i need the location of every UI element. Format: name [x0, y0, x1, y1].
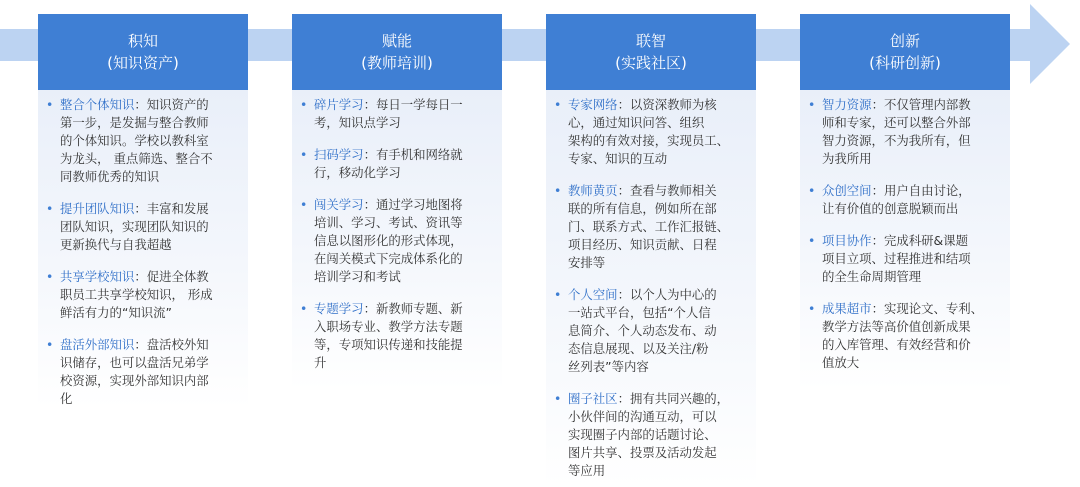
- item-line: 图片共享、投票及活动发起: [568, 445, 717, 460]
- item-line: 鲜活有力的“知识流”: [60, 305, 172, 320]
- item-line: 更新换代与自我超越: [60, 237, 172, 252]
- item-line: 考，知识点学习: [314, 115, 401, 130]
- stage-panel-wisdom: [546, 90, 756, 486]
- list-item: [314, 146, 490, 182]
- stage-header-knowledge: [38, 14, 248, 90]
- item-sep: ：: [134, 97, 147, 112]
- list-item: [822, 96, 998, 168]
- stage-subtitle: (实践社区): [615, 54, 687, 72]
- item-title: 闯关学习: [314, 197, 364, 212]
- item-line: 安排等: [568, 255, 606, 270]
- item-line: 促进全体教: [146, 269, 209, 284]
- stage-panel-empower: [292, 90, 502, 390]
- item-line: 校资源，实现外部知识内部: [60, 373, 209, 388]
- item-sep: ：: [871, 301, 884, 316]
- item-sep: ：: [363, 197, 376, 212]
- item-line: 态信息展现、以及关注/粉: [568, 341, 709, 356]
- item-sep: ：: [134, 269, 147, 284]
- stage-subtitle: (教师培训): [361, 54, 433, 72]
- item-line: 行，移动化学习: [314, 165, 401, 180]
- item-line: 通过学习地图将: [375, 197, 463, 212]
- stage-title: 赋能: [381, 32, 412, 50]
- item-title: 教师黄页: [568, 183, 618, 198]
- item-sep: ：: [363, 97, 376, 112]
- item-line: 项目立项、过程推进和结项: [822, 251, 971, 266]
- list-item: [568, 286, 744, 376]
- item-line: 为龙头， 重点筛选、整合不: [60, 151, 213, 166]
- item-line: 的入库管理、有效经营和价: [822, 337, 971, 352]
- stage-header-empower: [292, 14, 502, 90]
- item-line: 等应用: [568, 463, 606, 478]
- item-line: 查看与教师相关: [629, 183, 717, 198]
- item-line: 每日一学每日一: [375, 97, 463, 112]
- stage-header-innovation: [800, 14, 1010, 90]
- item-line: 等，专项知识传递和技能提: [314, 337, 463, 352]
- item-line: 项目经历、知识贡献、日程: [568, 237, 717, 252]
- item-line: 门、联系方式、工作汇报链、: [568, 219, 730, 234]
- item-line: 教学方法等高价值创新成果: [822, 319, 971, 334]
- item-sep: ：: [617, 97, 630, 112]
- item-line: 的全生命周期管理: [822, 269, 922, 284]
- item-line: 以个人为中心的: [629, 287, 717, 302]
- list-item: [60, 336, 236, 408]
- item-title: 共享学校知识: [60, 269, 135, 284]
- item-sep: ：: [871, 233, 884, 248]
- item-title: 圈子社区: [568, 391, 618, 406]
- item-line: 值放大: [822, 355, 860, 370]
- item-line: 完成科研&课题: [883, 233, 968, 248]
- item-line: 的个体知识。学校以教科室: [60, 133, 209, 148]
- item-line: 小伙伴间的沟通互动，可以: [568, 409, 717, 424]
- item-line: 专家、知识的互动: [568, 151, 668, 166]
- item-sep: ：: [617, 287, 630, 302]
- item-line: 同教师优秀的知识: [60, 169, 160, 184]
- item-line: 第一步，是发掘与整合教师: [60, 115, 209, 130]
- list-item: [568, 390, 744, 480]
- item-line: 新教师专题、新: [375, 301, 463, 316]
- list-item: [314, 196, 490, 286]
- item-title: 扫码学习: [314, 147, 364, 162]
- item-sep: ：: [363, 301, 376, 316]
- item-line: 信息以图形化的形式体现，: [314, 233, 463, 248]
- list-item: [60, 96, 236, 186]
- item-line: 知识资产的: [146, 97, 209, 112]
- item-line: 用户自由讨论，: [883, 183, 971, 198]
- item-line: 不仅管理内部教: [883, 97, 971, 112]
- item-title: 碎片学习: [314, 97, 364, 112]
- item-line: 盘活校外知: [146, 337, 209, 352]
- item-title: 成果超市: [822, 301, 872, 316]
- item-line: 联的所有信息，例如所在部: [568, 201, 717, 216]
- item-sep: ：: [134, 337, 147, 352]
- item-line: 架构的有效对接，实现员工、: [568, 133, 730, 148]
- stage-subtitle: (科研创新): [869, 54, 941, 72]
- item-line: 升: [314, 355, 327, 370]
- item-line: 息简介、个人动态发布、动: [568, 323, 717, 338]
- stage-title: 联智: [635, 32, 666, 50]
- item-title: 盘活外部知识: [60, 337, 135, 352]
- item-sep: ：: [871, 183, 884, 198]
- item-sep: ：: [617, 183, 630, 198]
- item-title: 个人空间: [568, 287, 618, 302]
- list-item: [60, 200, 236, 254]
- list-item: [822, 232, 998, 286]
- item-line: 职员工共享学校知识， 形成: [60, 287, 213, 302]
- list-item: [822, 300, 998, 372]
- item-title: 专家网络: [568, 97, 618, 112]
- item-title: 整合个体知识: [60, 97, 135, 112]
- item-line: 化: [60, 391, 73, 406]
- item-title: 项目协作: [822, 233, 872, 248]
- item-line: 心，通过知识问答、组织: [568, 115, 705, 130]
- stage-header-wisdom: [546, 14, 756, 90]
- item-line: 以资深教师为核: [629, 97, 717, 112]
- item-line: 在闯关模式下完成体系化的: [314, 251, 463, 266]
- stage-panel-innovation: [800, 90, 1010, 390]
- item-line: 一站式平台，包括“个人信: [568, 305, 711, 320]
- list-item: [568, 182, 744, 272]
- item-line: 实现论文、专利、: [883, 301, 984, 316]
- stage-subtitle: (知识资产): [107, 54, 179, 72]
- item-title: 提升团队知识: [60, 201, 135, 216]
- list-item: [314, 300, 490, 372]
- item-line: 丰富和发展: [146, 201, 209, 216]
- item-line: 智力资源，不为我所有，但: [822, 133, 971, 148]
- list-item: [60, 268, 236, 322]
- list-item: [822, 182, 998, 218]
- item-sep: ：: [363, 147, 376, 162]
- item-title: 专题学习: [314, 301, 364, 316]
- item-line: 让有价值的创意脱颖而出: [822, 201, 959, 216]
- item-line: 培训学习和考试: [314, 269, 401, 284]
- stage-panel-knowledge: [38, 90, 248, 408]
- item-sep: ：: [134, 201, 147, 216]
- list-item: [314, 96, 490, 132]
- item-line: 为我所用: [822, 151, 872, 166]
- item-line: 拥有共同兴趣的，: [629, 391, 730, 406]
- item-line: 培训、学习、考试、资讯等: [314, 215, 463, 230]
- item-title: 众创空间: [822, 183, 872, 198]
- item-line: 实现圈子内部的话题讨论、: [568, 427, 717, 442]
- stage-title: 积知: [127, 32, 158, 50]
- item-sep: ：: [617, 391, 630, 406]
- stage-title: 创新: [889, 32, 920, 50]
- item-line: 入职场专业、教学方法专题: [314, 319, 463, 334]
- item-line: 团队知识，实现团队知识的: [60, 219, 209, 234]
- item-line: 丝列表”等内容: [568, 359, 649, 374]
- item-sep: ：: [871, 97, 884, 112]
- item-line: 识储存，也可以盘活兄弟学: [60, 355, 209, 370]
- item-line: 师和专家，还可以整合外部: [822, 115, 971, 130]
- item-title: 智力资源: [822, 97, 872, 112]
- item-line: 有手机和网络就: [375, 147, 463, 162]
- list-item: [568, 96, 744, 168]
